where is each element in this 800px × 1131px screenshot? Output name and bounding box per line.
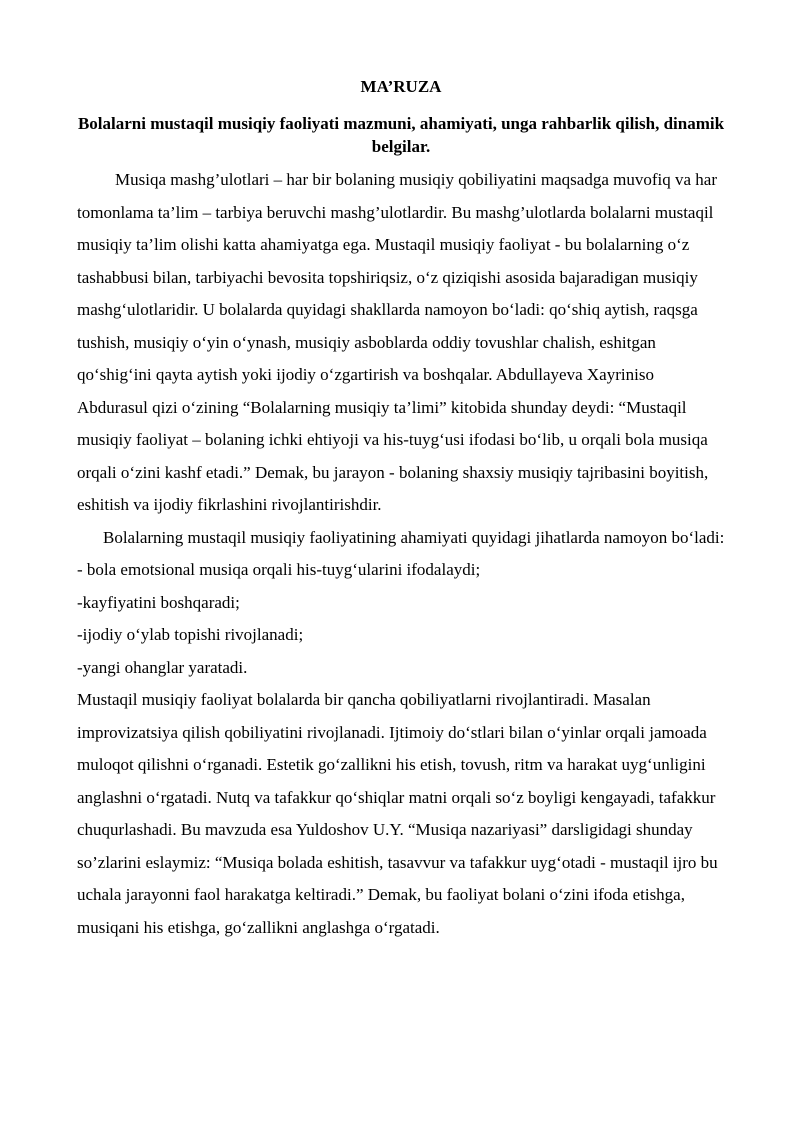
list-item: -yangi ohanglar yaratadi. <box>77 657 248 677</box>
paragraph-abilities: Mustaqil musiqiy faoliyat bolalarda bir qancha qobiliyatlarni rivojlantiradi. Masalan improvizatsiya qilish qobiliyatini rivojlanadi. Ijtimoiy do‘stlari bilan o‘yinlar orqali jamoada muloqot qilishni o‘rganadi. Estetik go‘zallikni his etish, tovush, ritm va harakat uyg‘unligini anglashni o‘rgatadi. Nutq va tafakkur qo‘shiqlar matni orqali so‘z boyligi kengayadi, tafakkur chuqurlashadi. Bu mavzuda esa Yuldoshov U.Y. “Musiqa nazariyasi” darsligidagi shunday so’zlarini eslaymiz: “Musiqa bolada eshitish, tasavvur va tafakkur uyg‘otadi - mustaqil ijro bu uchala jarayonni faol harakatga keltiradi.” Demak, bu faoliyat bolani o‘zini ifoda etishga, musiqani his etishga, go‘zallikni anglashga o‘rgatadi. <box>77 690 718 937</box>
document-page <box>77 76 725 944</box>
list-item: - bola emotsional musiqa orqali his-tuyg‘ularini ifodalaydi; <box>77 560 481 579</box>
importance-list <box>77 554 725 684</box>
list-item: -kayfiyatini boshqaradi; <box>77 592 240 612</box>
list-item: -ijodiy o‘ylab topishi rivojlanadi; <box>77 625 304 644</box>
document-title: MA’RUZA <box>360 77 442 96</box>
paragraph-importance: Bolalarning mustaqil musiqiy faoliyatining ahamiyati quyidagi jihatlarda namoyon bo‘ladi: <box>103 527 725 547</box>
document-subtitle: Bolalarni mustaqil musiqiy faoliyati mazmuni, ahamiyati, unga rahbarlik qilish, dinamik belgilar. <box>77 114 725 156</box>
paragraph-intro: Musiqa mashg’ulotlari – har bir bolaning musiqiy qobiliyatini maqsadga muvofiq va har tomonlama ta’lim – tarbiya beruvchi mashg’ulotlardir. Bu mashg’ulotlarda bolalarni mustaqil musiqiy ta’lim olishi katta ahamiyatga ega. Mustaqil musiqiy faoliyat - bu bolalarning o‘z tashabbusi bilan, tarbiyachi bevosita topshiriqsiz, o‘z qiziqishi asosida bajaradigan musiqiy mashg‘ulotlaridir. U bolalarda quyidagi shakllarda namoyon bo‘ladi: qo‘shiq aytish, raqsga tushish, musiqiy o‘yin o‘ynash, musiqiy asboblarda oddiy tovushlar chalish, eshitgan qo‘shig‘ini qayta aytish yoki ijodiy o‘zgartirish va boshqalar. Abdullayeva Xayriniso Abdurasul qizi o‘zining “Bolalarning musiqiy ta’limi” kitobida shunday deydi: “Mustaqil musiqiy faoliyat – bolaning ichki ehtiyoji va his-tuyg‘usi ifodasi bo‘lib, u orqali bola musiqa orqali o‘zini kashf etadi.” Demak, bu jarayon - bolaning shaxsiy musiqiy tajribasini boyitish, eshitish va ijodiy fikrlashini rivojlantirishdir. <box>77 170 717 514</box>
